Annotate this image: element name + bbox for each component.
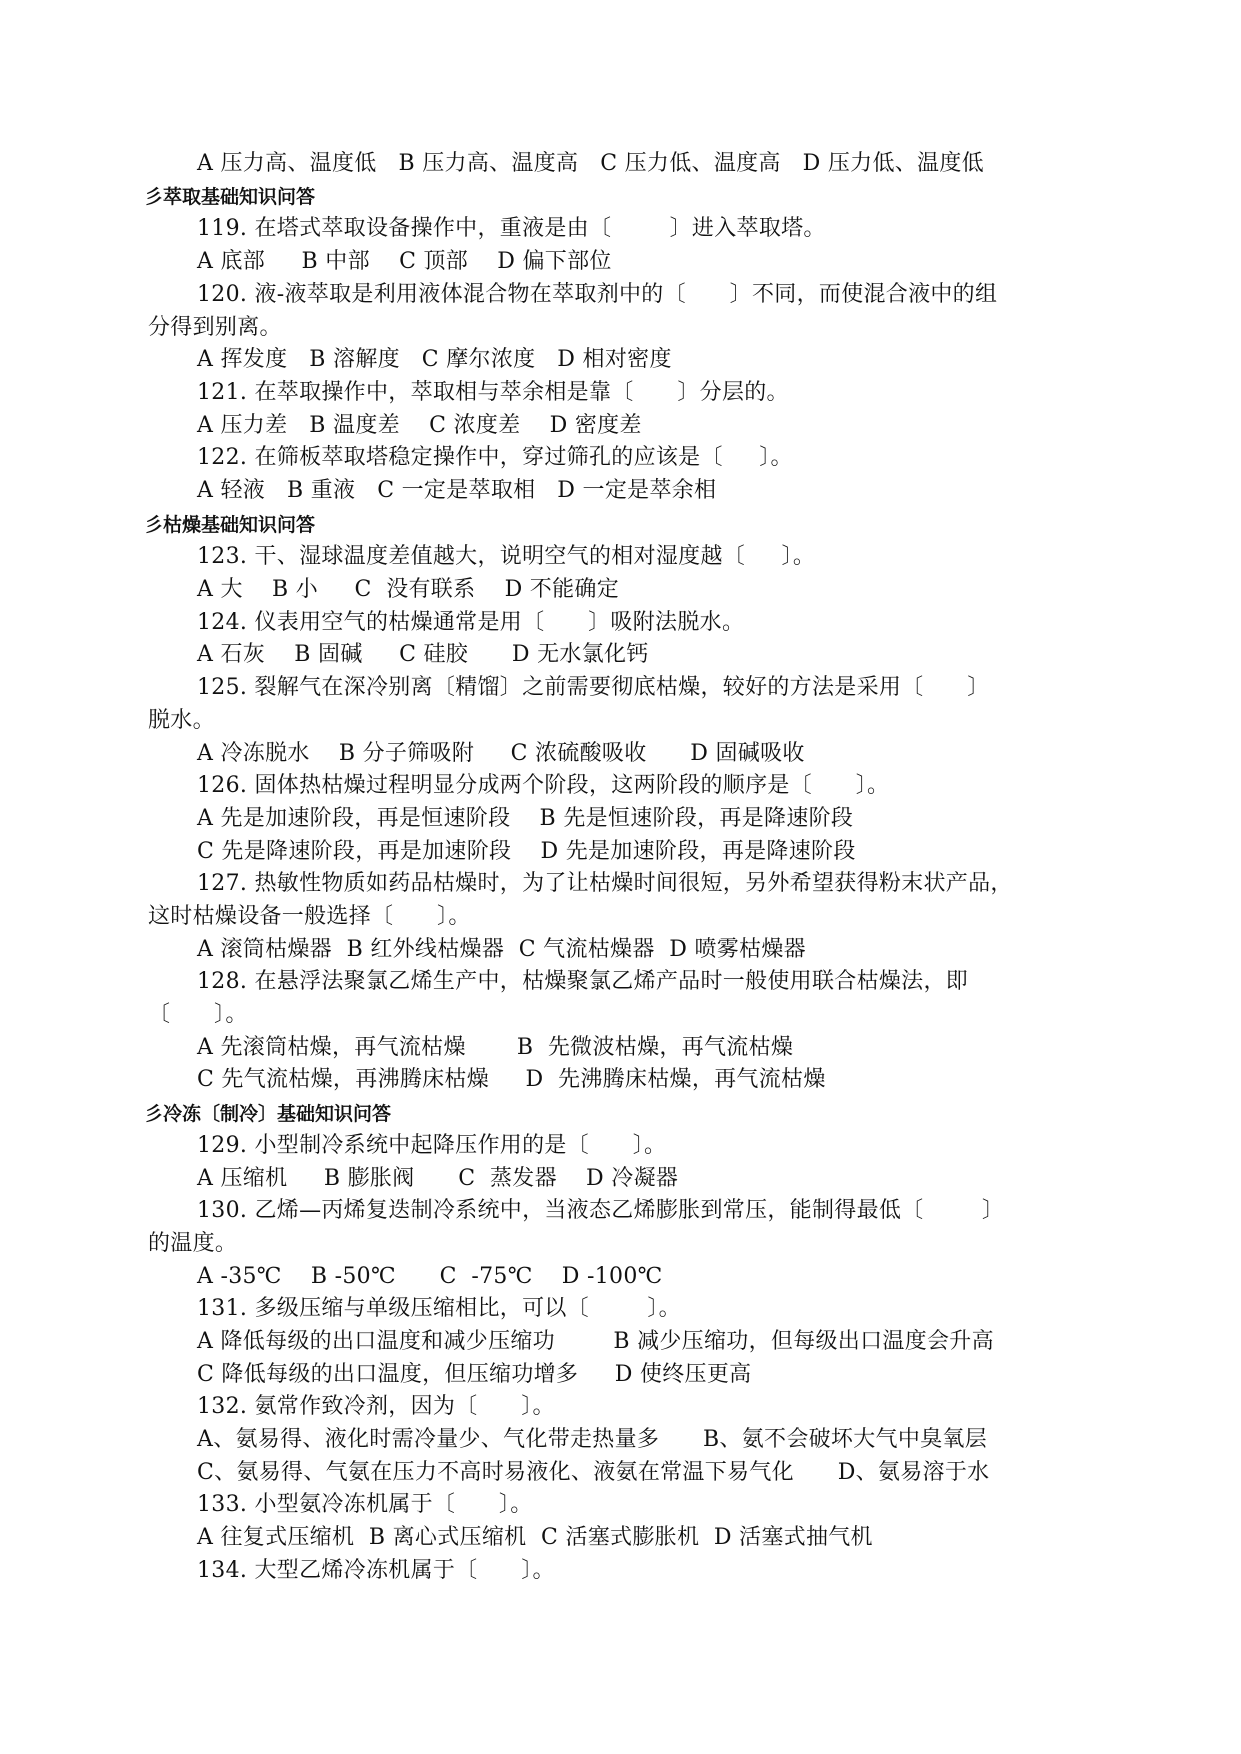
question-125-continued: 脱水。 [148,708,215,733]
answer-options-119: A 底部 B 中部 C 顶部 D 偏下部位 [197,249,612,274]
answer-options-122: A 轻液 B 重液 C 一定是萃取相 D 一定是萃余相 [197,478,717,503]
answer-options-133: A 往复式压缩机 B 离心式压缩机 C 活塞式膨胀机 D 活塞式抽气机 [197,1525,873,1550]
answer-options-131-cd: C 降低每级的出口温度，但压缩功增多 D 使终压更高 [197,1362,752,1387]
question-127: 127. 热敏性物质如药品枯燥时，为了让枯燥时间很短，另外希望获得粉末状产品， [197,871,1013,896]
question-134: 134. 大型乙烯冷冻机属于〔 〕。 [197,1558,555,1583]
answer-options-121: A 压力差 B 温度差 C 浓度差 D 密度差 [197,413,642,438]
section-heading-refrigeration: 彡冷冻〔制冷〕基础知识问答 [144,1103,392,1125]
answer-options-123: A 大 B 小 C 没有联系 D 不能确定 [197,577,620,602]
question-126: 126. 固体热枯燥过程明显分成两个阶段，这两阶段的顺序是〔 〕。 [197,773,890,798]
question-120: 120. 液-液萃取是利用液体混合物在萃取剂中的〔 〕不同，而使混合液中的组 [197,282,998,307]
section-heading-extraction: 彡萃取基础知识问答 [144,186,316,208]
answer-options-131-ab: A 降低每级的出口温度和减少压缩功 B 减少压缩功，但每级出口温度会升高 [197,1329,994,1354]
answer-options-128-ab: A 先滚筒枯燥，再气流枯燥 B 先微波枯燥，再气流枯燥 [197,1035,794,1060]
answer-options-127: A 滚筒枯燥器 B 红外线枯燥器 C 气流枯燥器 D 喷雾枯燥器 [197,937,806,962]
answer-options-132-cd: C、氨易得、气氨在压力不高时易液化、液氨在常温下易气化 D、氨易溶于水 [197,1460,990,1485]
answer-options-126-cd: C 先是降速阶段，再是加速阶段 D 先是加速阶段，再是降速阶段 [197,839,856,864]
answer-options-120: A 挥发度 B 溶解度 C 摩尔浓度 D 相对密度 [197,347,672,372]
question-128: 128. 在悬浮法聚氯乙烯生产中，枯燥聚氯乙烯产品时一般使用联合枯燥法，即 [197,969,969,994]
answer-options-130: A -35℃ B -50℃ C -75℃ D -100℃ [197,1264,663,1289]
question-133: 133. 小型氨冷冻机属于〔 〕。 [197,1492,533,1517]
answer-options-line: A 压力高、温度低 B 压力高、温度高 C 压力低、温度高 D 压力低、温度低 [197,151,984,176]
question-121: 121. 在萃取操作中，萃取相与萃余相是靠〔 〕分层的。 [197,380,789,405]
answer-options-125: A 冷冻脱水 B 分子筛吸附 C 浓硫酸吸收 D 固碱吸收 [197,741,805,766]
question-131: 131. 多级压缩与单级压缩相比，可以〔 〕。 [197,1296,681,1321]
question-123: 123. 干、湿球温度差值越大，说明空气的相对湿度越〔 〕。 [197,544,816,569]
answer-options-132-ab: A、氨易得、液化时需冷量少、气化带走热量多 B、氨不会破坏大气中臭氧层 [197,1427,988,1452]
answer-options-129: A 压缩机 B 膨胀阀 C 蒸发器 D 冷凝器 [197,1166,679,1191]
question-125: 125. 裂解气在深冷别离〔精馏〕之前需要彻底枯燥，较好的方法是采用〔 〕 [197,675,990,700]
question-127-continued: 这时枯燥设备一般选择〔 〕。 [148,904,471,929]
question-129: 129. 小型制冷系统中起降压作用的是〔 〕。 [197,1133,667,1158]
question-132: 132. 氨常作致冷剂，因为〔 〕。 [197,1394,555,1419]
section-heading-drying: 彡枯燥基础知识问答 [144,514,316,536]
question-128-continued: 〔 〕。 [148,1002,248,1027]
answer-options-126-ab: A 先是加速阶段，再是恒速阶段 B 先是恒速阶段，再是降速阶段 [197,806,854,831]
question-124: 124. 仪表用空气的枯燥通常是用〔 〕吸附法脱水。 [197,610,745,635]
question-130-continued: 的温度。 [148,1231,238,1256]
question-119: 119. 在塔式萃取设备操作中，重液是由〔 〕进入萃取塔。 [197,216,826,241]
answer-options-128-cd: C 先气流枯燥，再沸腾床枯燥 D 先沸腾床枯燥，再气流枯燥 [197,1067,826,1092]
question-122: 122. 在筛板萃取塔稳定操作中，穿过筛孔的应该是〔 〕。 [197,445,793,470]
question-130: 130. 乙烯—丙烯复迭制冷系统中，当液态乙烯膨胀到常压，能制得最低〔 〕 [197,1198,1005,1223]
question-120-continued: 分得到别离。 [148,315,282,340]
answer-options-124: A 石灰 B 固碱 C 硅胶 D 无水氯化钙 [197,642,649,667]
